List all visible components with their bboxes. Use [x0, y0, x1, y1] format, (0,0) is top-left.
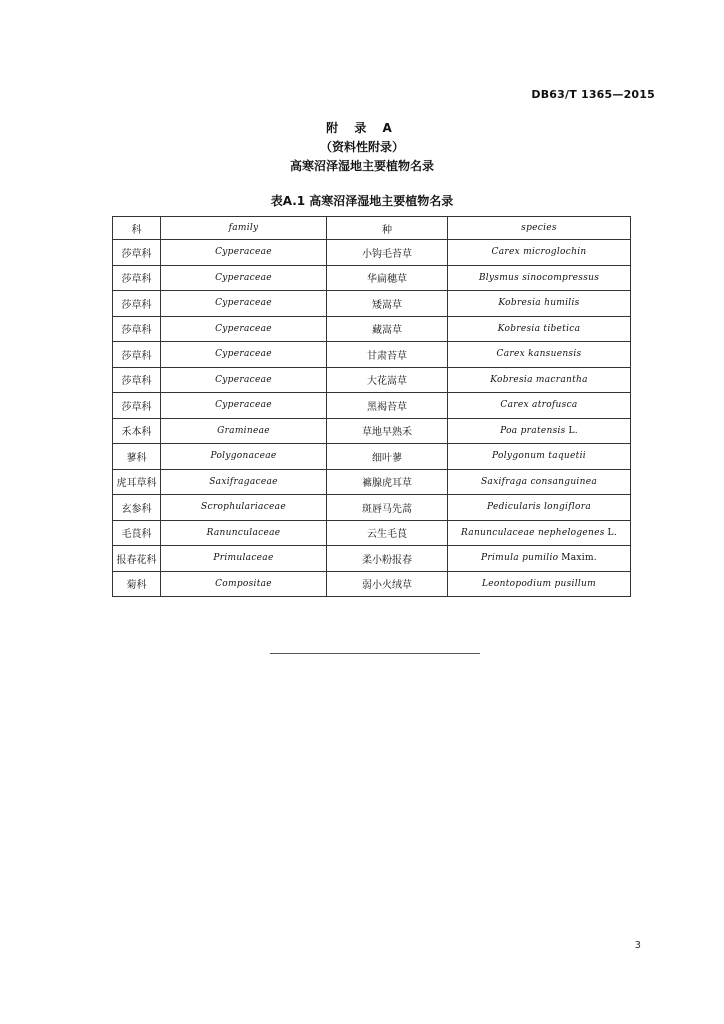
- appendix-type: （资料性附录）: [319, 140, 404, 154]
- family-la-cell: Primulaceae: [161, 546, 327, 572]
- species-latin-name: Kobresia macrantha: [490, 374, 588, 385]
- header-family-la: family: [161, 217, 327, 240]
- species-latin-name: Blysmus sinocompressus: [478, 272, 600, 283]
- species-cn-cell: 矮嵩草: [327, 291, 448, 317]
- species-latin-name: Saxifraga consanguinea: [480, 476, 598, 487]
- family-la-cell: Cyperaceae: [161, 291, 327, 317]
- family-la-cell: Cyperaceae: [161, 240, 327, 266]
- species-cn-cell: 大花嵩草: [327, 367, 448, 393]
- species-la-cell: [448, 546, 631, 572]
- species-author: Maxim.: [561, 553, 597, 564]
- family-la-cell: Cyperaceae: [161, 393, 327, 419]
- end-divider: [270, 653, 480, 654]
- family-cn-cell: 莎草科: [113, 291, 161, 317]
- species-cn-cell: 甘肃苔草: [327, 342, 448, 368]
- family-la-cell: Ranunculaceae: [161, 520, 327, 546]
- table-row: [113, 546, 631, 572]
- species-cn-cell: 细叶蓼: [327, 444, 448, 470]
- species-latin-name: Primula pumilio: [481, 553, 559, 564]
- family-la-cell: Scrophulariaceae: [161, 495, 327, 521]
- family-cn-cell: 菊科: [113, 571, 161, 597]
- species-author: L.: [607, 527, 617, 538]
- table-row: [113, 291, 631, 317]
- species-latin-name: Carex microglochin: [491, 247, 587, 258]
- table-row: [113, 393, 631, 419]
- species-cn-cell: 柔小粉报春: [327, 546, 448, 572]
- species-latin-name: Pedicularis longiflora: [487, 502, 591, 513]
- species-la-cell: [448, 469, 631, 495]
- table-header-row: [113, 217, 631, 240]
- family-cn-cell: 虎耳草科: [113, 469, 161, 495]
- species-cn-cell: 云生毛茛: [327, 520, 448, 546]
- table-row: [113, 469, 631, 495]
- appendix-title: 高寒沼泽湿地主要植物名录: [289, 159, 434, 173]
- table-row: [113, 316, 631, 342]
- family-cn-cell: 蓼科: [113, 444, 161, 470]
- species-cn-cell: 弱小火绒草: [327, 571, 448, 597]
- table-row: [113, 571, 631, 597]
- species-latin-name: Leontopodium pusillum: [481, 578, 596, 589]
- family-cn-cell: 莎草科: [113, 393, 161, 419]
- family-cn-cell: 莎草科: [113, 316, 161, 342]
- family-la-cell: Cyperaceae: [161, 265, 327, 291]
- family-la-cell: Cyperaceae: [161, 342, 327, 368]
- species-latin-name: Carex atrofusca: [500, 400, 578, 411]
- species-latin-name: Poa pratensis: [500, 425, 566, 436]
- species-latin-name: Carex kansuensis: [496, 349, 582, 360]
- table-row: [113, 367, 631, 393]
- species-la-cell: [448, 291, 631, 317]
- species-la-cell: [448, 393, 631, 419]
- family-cn-cell: 莎草科: [113, 240, 161, 266]
- table-row: [113, 240, 631, 266]
- family-la-cell: Compositae: [161, 571, 327, 597]
- table-row: [113, 444, 631, 470]
- header-species-la: species: [448, 217, 631, 240]
- species-la-cell: [448, 367, 631, 393]
- table-row: [113, 265, 631, 291]
- family-la-cell: Polygonaceae: [161, 444, 327, 470]
- species-latin-name: Polygonum taquetii: [492, 451, 586, 462]
- family-cn-cell: 报春花科: [113, 546, 161, 572]
- species-cn-cell: 华扁穗草: [327, 265, 448, 291]
- table-row: [113, 520, 631, 546]
- species-author: L.: [568, 425, 578, 436]
- species-la-cell: [448, 571, 631, 597]
- family-cn-cell: 莎草科: [113, 265, 161, 291]
- header-family-cn: 科: [113, 217, 161, 240]
- table-row: [113, 495, 631, 521]
- species-latin-name: Ranunculaceae nephelogenes: [461, 527, 605, 538]
- family-la-cell: Saxifragaceae: [161, 469, 327, 495]
- family-cn-cell: 莎草科: [113, 367, 161, 393]
- species-la-cell: [448, 342, 631, 368]
- family-cn-cell: 莎草科: [113, 342, 161, 368]
- family-cn-cell: 禾本科: [113, 418, 161, 444]
- plant-list-table: [112, 216, 631, 597]
- species-cn-cell: 草地早熟禾: [327, 418, 448, 444]
- species-la-cell: [448, 240, 631, 266]
- species-la-cell: [448, 444, 631, 470]
- table-row: [113, 418, 631, 444]
- species-la-cell: [448, 495, 631, 521]
- species-cn-cell: 小钩毛苔草: [327, 240, 448, 266]
- table-body: [113, 240, 631, 597]
- species-cn-cell: 褯腺虎耳草: [327, 469, 448, 495]
- page-number: 3: [634, 940, 641, 951]
- table-row: [113, 342, 631, 368]
- family-la-cell: Cyperaceae: [161, 316, 327, 342]
- species-latin-name: Kobresia humilis: [498, 298, 580, 309]
- document-code: DB63/T 1365—2015: [531, 88, 655, 101]
- family-la-cell: Gramineae: [161, 418, 327, 444]
- species-la-cell: [448, 265, 631, 291]
- family-cn-cell: 玄参科: [113, 495, 161, 521]
- species-cn-cell: 藏嵩草: [327, 316, 448, 342]
- header-species-cn: 种: [327, 217, 448, 240]
- species-la-cell: [448, 316, 631, 342]
- species-cn-cell: 斑唇马先蒿: [327, 495, 448, 521]
- species-la-cell: [448, 418, 631, 444]
- family-la-cell: Cyperaceae: [161, 367, 327, 393]
- appendix-label: 附 录 A: [326, 121, 398, 135]
- species-latin-name: Kobresia tibetica: [497, 323, 581, 334]
- species-la-cell: [448, 520, 631, 546]
- table-caption: 表A.1 高寒沼泽湿地主要植物名录: [270, 194, 454, 208]
- species-cn-cell: 黑褐苔草: [327, 393, 448, 419]
- family-cn-cell: 毛茛科: [113, 520, 161, 546]
